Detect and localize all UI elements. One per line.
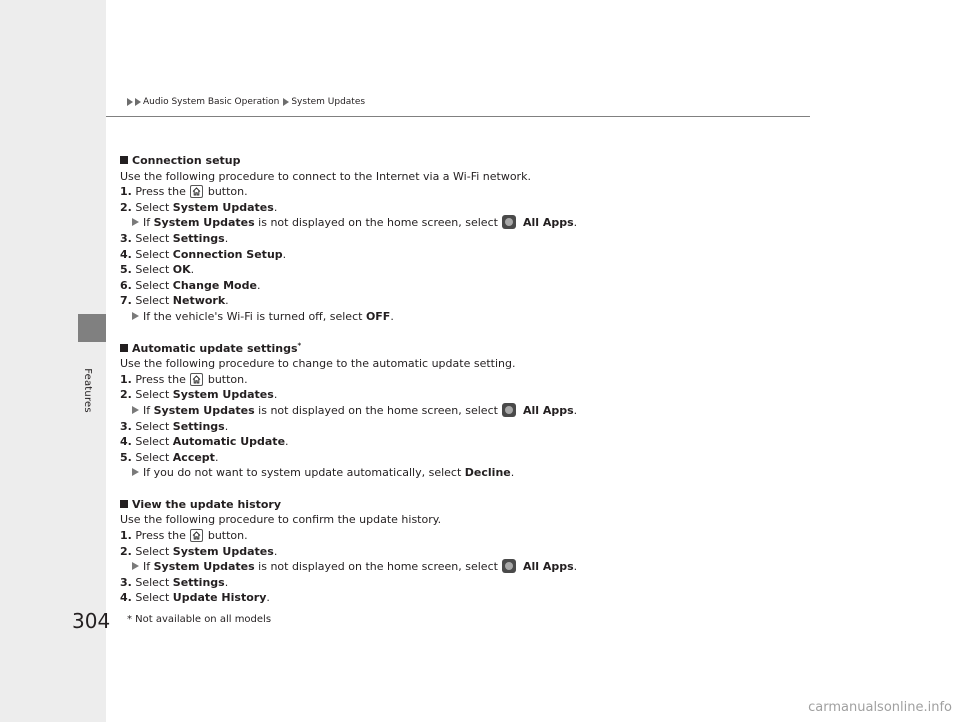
step-item xyxy=(120,231,760,247)
menu-item-name: All Apps xyxy=(522,403,574,417)
step-number: 4. xyxy=(120,247,132,261)
menu-item-name: Settings xyxy=(172,419,225,433)
step-text: Select xyxy=(135,419,170,433)
step-item xyxy=(120,387,760,403)
section-title-text: View the update history xyxy=(132,497,282,511)
note-arrow-icon xyxy=(132,562,139,570)
step-text: . xyxy=(273,388,278,402)
step-number: 6. xyxy=(120,278,132,292)
menu-item-name: OFF xyxy=(365,309,391,323)
step-note xyxy=(120,465,760,481)
section xyxy=(120,497,760,606)
menu-item-name: OK xyxy=(172,263,191,277)
page-content xyxy=(120,153,760,622)
section-intro: Use the following procedure to connect to the Internet via a Wi-Fi network. xyxy=(120,169,531,183)
step-text: Select xyxy=(135,247,170,261)
step-item xyxy=(120,184,760,200)
step-text: Select xyxy=(135,575,170,589)
step-text: . xyxy=(285,435,289,449)
step-text: Select xyxy=(135,435,170,449)
menu-item-name: Accept xyxy=(172,450,215,464)
step-number: 5. xyxy=(120,450,132,464)
all-apps-icon xyxy=(502,403,516,417)
chapter-tab xyxy=(78,314,106,342)
step-item xyxy=(120,247,760,263)
section-title-text: Automatic update settings xyxy=(132,341,298,355)
step-text: Select xyxy=(135,263,170,277)
step-number: 2. xyxy=(120,388,132,402)
note-text: If xyxy=(143,216,151,230)
step-text: . xyxy=(266,591,270,605)
menu-item-name: All Apps xyxy=(522,216,574,230)
step-text: . xyxy=(224,231,229,245)
menu-item-name: All Apps xyxy=(522,560,574,574)
step-number: 3. xyxy=(120,419,132,433)
note-text: If xyxy=(143,560,151,574)
note-text: . xyxy=(573,403,578,417)
step-item xyxy=(120,293,760,309)
note-arrow-icon xyxy=(132,218,139,226)
note-arrow-icon xyxy=(132,312,139,320)
all-apps-icon xyxy=(502,559,516,573)
chapter-label: Features xyxy=(81,367,93,413)
section-intro: Use the following procedure to change to the automatic update setting. xyxy=(120,357,516,371)
menu-item-name: System Updates xyxy=(153,560,255,574)
note-text: . xyxy=(390,309,394,323)
note-text: If xyxy=(143,403,151,417)
note-text: is not displayed on the home screen, select xyxy=(258,403,498,417)
section-title xyxy=(120,497,760,513)
step-number: 3. xyxy=(120,231,132,245)
breadcrumb-item[interactable]: Audio System Basic Operation xyxy=(143,97,280,107)
step-item xyxy=(120,590,760,606)
section-bullet-icon xyxy=(120,156,128,164)
note-text: . xyxy=(510,466,515,480)
note-text: If you do not want to system update automatically, select xyxy=(143,466,462,480)
all-apps-icon xyxy=(502,215,516,229)
menu-item-name: Settings xyxy=(172,575,225,589)
step-item xyxy=(120,262,760,278)
step-text: Select xyxy=(135,544,170,558)
watermark: carmanualsonline.info xyxy=(808,700,952,715)
page-number: 304 xyxy=(72,609,111,633)
menu-item-name: Connection Setup xyxy=(172,247,283,261)
menu-item-name: Automatic Update xyxy=(172,435,286,449)
step-number: 4. xyxy=(120,591,132,605)
breadcrumb-item[interactable]: System Updates xyxy=(291,97,366,107)
home-icon xyxy=(190,185,203,198)
step-text: Select xyxy=(135,294,170,308)
menu-item-name: Network xyxy=(172,294,226,308)
step-number: 1. xyxy=(120,372,132,386)
step-item xyxy=(120,200,760,216)
step-text: . xyxy=(224,575,229,589)
step-item xyxy=(120,575,760,591)
step-note xyxy=(120,215,760,231)
note-arrow-icon xyxy=(132,406,139,414)
note-arrow-icon xyxy=(132,468,139,476)
step-text: Select xyxy=(135,450,170,464)
menu-item-name: Update History xyxy=(172,591,267,605)
home-icon xyxy=(190,373,203,386)
step-text: button. xyxy=(207,529,248,543)
section-title xyxy=(120,341,760,357)
menu-item-name: System Updates xyxy=(153,403,255,417)
step-note xyxy=(120,403,760,419)
step-number: 7. xyxy=(120,294,132,308)
step-number: 1. xyxy=(120,185,132,199)
breadcrumb-arrow-icon xyxy=(283,98,289,106)
section-intro: Use the following procedure to confirm the update history. xyxy=(120,513,442,527)
menu-item-name: System Updates xyxy=(172,544,274,558)
step-number: 5. xyxy=(120,263,132,277)
section xyxy=(120,153,760,325)
step-text: Select xyxy=(135,591,170,605)
step-note xyxy=(120,559,760,575)
menu-item-name: System Updates xyxy=(172,200,274,214)
step-text: button. xyxy=(207,372,248,386)
step-text: Select xyxy=(135,388,170,402)
step-text: . xyxy=(224,419,229,433)
step-text: . xyxy=(214,450,219,464)
menu-item-name: Decline xyxy=(464,466,511,480)
step-text: . xyxy=(282,247,287,261)
step-text: . xyxy=(273,544,278,558)
step-text: . xyxy=(225,294,229,308)
section-bullet-icon xyxy=(120,344,128,352)
step-number: 4. xyxy=(120,435,132,449)
menu-item-name: Change Mode xyxy=(172,278,257,292)
note-text: . xyxy=(573,560,578,574)
footnote: * Not available on all models xyxy=(127,614,272,625)
menu-item-name: System Updates xyxy=(172,388,274,402)
step-item xyxy=(120,419,760,435)
menu-item-name: Settings xyxy=(172,231,225,245)
step-item xyxy=(120,434,760,450)
section xyxy=(120,341,760,481)
home-icon xyxy=(190,529,203,542)
footnote-marker: * xyxy=(297,340,302,349)
step-number: 1. xyxy=(120,529,132,543)
step-text: . xyxy=(273,200,278,214)
step-item xyxy=(120,278,760,294)
section-title-text: Connection setup xyxy=(132,154,241,167)
step-text: Press the xyxy=(135,372,186,386)
step-item xyxy=(120,528,760,544)
menu-item-name: System Updates xyxy=(153,216,255,230)
note-text: is not displayed on the home screen, select xyxy=(258,216,498,230)
step-text: Select xyxy=(135,200,170,214)
step-item xyxy=(120,372,760,388)
header-divider xyxy=(106,116,810,117)
step-text: Select xyxy=(135,278,170,292)
step-number: 2. xyxy=(120,544,132,558)
step-text: Select xyxy=(135,231,170,245)
breadcrumb xyxy=(127,94,369,110)
section-title xyxy=(120,153,760,169)
step-note xyxy=(120,309,760,325)
step-text: Press the xyxy=(135,529,186,543)
step-item xyxy=(120,450,760,466)
step-item xyxy=(120,544,760,560)
note-text: If the vehicle's Wi-Fi is turned off, select xyxy=(143,309,363,323)
note-text: . xyxy=(573,216,578,230)
step-number: 3. xyxy=(120,575,132,589)
breadcrumb-arrow-icon xyxy=(135,98,141,106)
step-text: . xyxy=(256,278,261,292)
section-bullet-icon xyxy=(120,500,128,508)
step-text: . xyxy=(190,263,195,277)
note-text: is not displayed on the home screen, select xyxy=(258,560,498,574)
step-number: 2. xyxy=(120,200,132,214)
step-text: Press the xyxy=(135,185,186,199)
step-text: button. xyxy=(207,185,248,199)
breadcrumb-arrow-icon xyxy=(127,98,133,106)
